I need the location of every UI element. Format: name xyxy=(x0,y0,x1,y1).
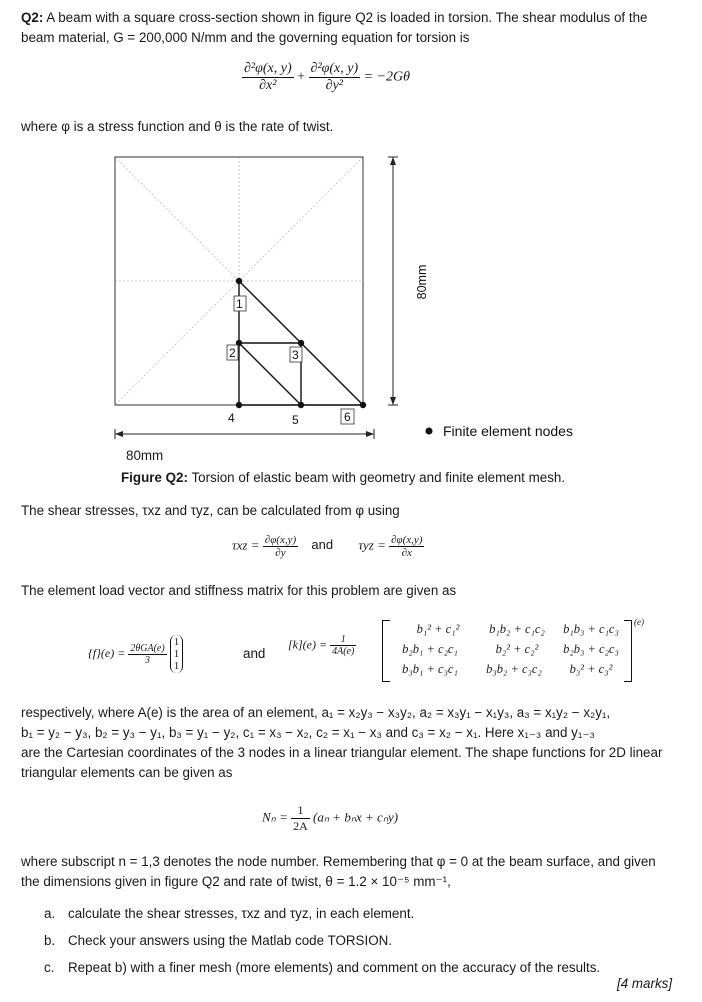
stiffness-lhs-group xyxy=(288,634,356,657)
task-marker: c. xyxy=(44,960,55,975)
legend-label: Finite element nodes xyxy=(443,423,573,439)
eq2-numerator-2: ∂φ(x,y) xyxy=(391,534,423,546)
node-1 xyxy=(236,278,242,284)
final-paragraph xyxy=(21,852,693,892)
node-label-3: 3 xyxy=(292,348,299,362)
task-item xyxy=(44,906,684,933)
task-text: calculate the shear stresses, τxz and τyz, in each element. xyxy=(68,906,415,921)
where-stress-function: where φ is a stress function and θ is the rate of twist. xyxy=(21,119,334,134)
task-list xyxy=(44,906,684,987)
node-5 xyxy=(298,402,304,408)
node-label-1: 1 xyxy=(236,297,243,311)
eq4-rhs: (aₙ + bₙx + cₙy) xyxy=(313,809,399,825)
horizontal-dimension-label: 80mm xyxy=(126,448,164,463)
node-4 xyxy=(236,402,242,408)
eq1-numerator-1: ∂²φ(x, y) xyxy=(244,61,292,76)
task-item xyxy=(44,960,684,987)
node-label-6: 6 xyxy=(344,410,351,424)
matrix-cell: b₃² + c₃² xyxy=(569,662,613,676)
load-intro: The element load vector and stiffness matrix for this problem are given as xyxy=(21,583,457,598)
legend-node-marker xyxy=(426,428,433,435)
eq1-denominator-1: ∂x² xyxy=(259,78,277,93)
eq2-numerator-1: ∂φ(x,y) xyxy=(264,534,297,546)
eq1-denominator-2: ∂y² xyxy=(325,78,344,93)
task-text: Check your answers using the Matlab code TORSION. xyxy=(68,933,393,948)
intro-paragraph xyxy=(21,8,686,48)
f-lhs: {f}(e) = xyxy=(88,645,126,660)
load-vector-equation xyxy=(88,635,183,673)
task-marker: b. xyxy=(44,933,56,948)
coefficients-line-2: b₁ = y₂ − y₃, b₂ = y₃ − y₁, b₃ = y₁ − y₂, c₁ = x₃ − x₂, c₂ = x₁ − x₃ and c₃ = x₂ − x₁. Here x₁₋₃ and y₁₋₃ xyxy=(21,725,595,740)
node-3 xyxy=(298,340,304,346)
figure-caption xyxy=(121,470,565,485)
matrix-cell: b₂b₁ + c₂c₁ xyxy=(402,642,458,656)
question-label: Q2: xyxy=(21,10,44,25)
stiffness-matrix xyxy=(382,620,632,682)
eq2-denominator-1: ∂y xyxy=(275,547,286,559)
eq4-lhs: Nₙ = xyxy=(262,809,288,825)
coefficients-line-3: are the Cartesian coordinates of the 3 nodes in a linear triangular element. The shape functions for 2D linear xyxy=(21,745,663,760)
eq1-rhs: = −2Gθ xyxy=(363,69,411,85)
vertical-dimension-line xyxy=(388,157,398,405)
eq4-numerator: 1 xyxy=(291,803,310,819)
intro-line-2: beam material, G = 200,000 N/mm and the governing equation for torsion is xyxy=(21,30,470,45)
eq2-denominator-2: ∂x xyxy=(401,547,412,559)
eq2-lhs-1: τxz = xyxy=(232,537,260,553)
node-label-4: 4 xyxy=(228,411,235,425)
figure-q2 xyxy=(110,150,610,446)
coefficients-paragraph xyxy=(21,703,693,783)
matrix-cell: b₃b₂ + c₃c₂ xyxy=(486,662,542,676)
vector-entry: 1 xyxy=(173,660,180,672)
k-lhs: [k](e) = xyxy=(288,637,328,652)
node-label-2: 2 xyxy=(229,346,236,360)
k-denominator: 4A(e) xyxy=(332,646,355,657)
task-item xyxy=(44,933,684,960)
coefficients-line-1: respectively, where A(e) is the area of an element, a₁ = x₂y₃ − x₃y₂, a₂ = x₃y₁ − x₁y₃, a₃ = x₁y₂ − x₂y₁, xyxy=(21,705,611,720)
matrix-cell: b₂b₃ + c₂c₃ xyxy=(563,642,619,656)
shape-function-equation xyxy=(262,803,398,834)
final-line-2: the dimensions given in figure Q2 and rate of twist, θ = 1.2 × 10⁻⁵ mm⁻¹, xyxy=(21,874,451,889)
task-marker: a. xyxy=(44,906,56,921)
matrix-cell: b₁b₃ + c₁c₃ xyxy=(563,622,619,636)
k-numerator: 1 xyxy=(330,634,356,646)
matrix-cell: b₁b₂ + c₁c₂ xyxy=(489,622,545,636)
matrix-superscript: (e) xyxy=(634,617,644,627)
eq2-lhs-2: τyz = xyxy=(358,537,386,553)
eq2-and: and xyxy=(311,537,334,553)
eq1-numerator-2: ∂²φ(x, y) xyxy=(310,61,359,76)
vector-entry: 1 xyxy=(173,648,180,660)
node-6 xyxy=(360,402,366,408)
eq4-denominator: 2A xyxy=(293,819,308,833)
intro-line-1: A beam with a square cross-section shown in figure Q2 is loaded in torsion. The shear modulus of the xyxy=(43,10,648,25)
matrix-cell: b₃b₁ + c₃c₁ xyxy=(402,662,458,676)
eq1-plus: + xyxy=(297,69,306,85)
caption-label: Figure Q2: xyxy=(121,470,188,485)
caption-text: Torsion of elastic beam with geometry and finite element mesh. xyxy=(187,470,566,485)
node-label-5: 5 xyxy=(292,413,299,427)
governing-equation xyxy=(242,61,410,94)
f-numerator: 2θGA(e) xyxy=(130,642,165,654)
coefficients-line-4: triangular elements can be given as xyxy=(21,765,233,780)
load-vector xyxy=(170,635,184,673)
f-denominator: 3 xyxy=(145,654,151,666)
task-text: Repeat b) with a finer mesh (more elements) and comment on the accuracy of the results. xyxy=(68,960,601,975)
matrix-cell: b₁² + c₁² xyxy=(416,622,460,636)
horizontal-dimension-line xyxy=(115,429,374,439)
vertical-dimension-label: 80mm xyxy=(415,264,429,300)
shear-stress-equations xyxy=(232,534,424,559)
shear-intro: The shear stresses, τxz and τyz, can be calculated from φ using xyxy=(21,503,400,518)
final-line-1: where subscript n = 1,3 denotes the node number. Remembering that φ = 0 at the beam surface, and given xyxy=(21,854,656,869)
matrix-cell: b₂² + c₂² xyxy=(495,642,539,656)
eq3-and: and xyxy=(243,646,266,661)
vector-entry: 1 xyxy=(173,636,180,648)
marks-label: [4 marks] xyxy=(617,976,673,991)
